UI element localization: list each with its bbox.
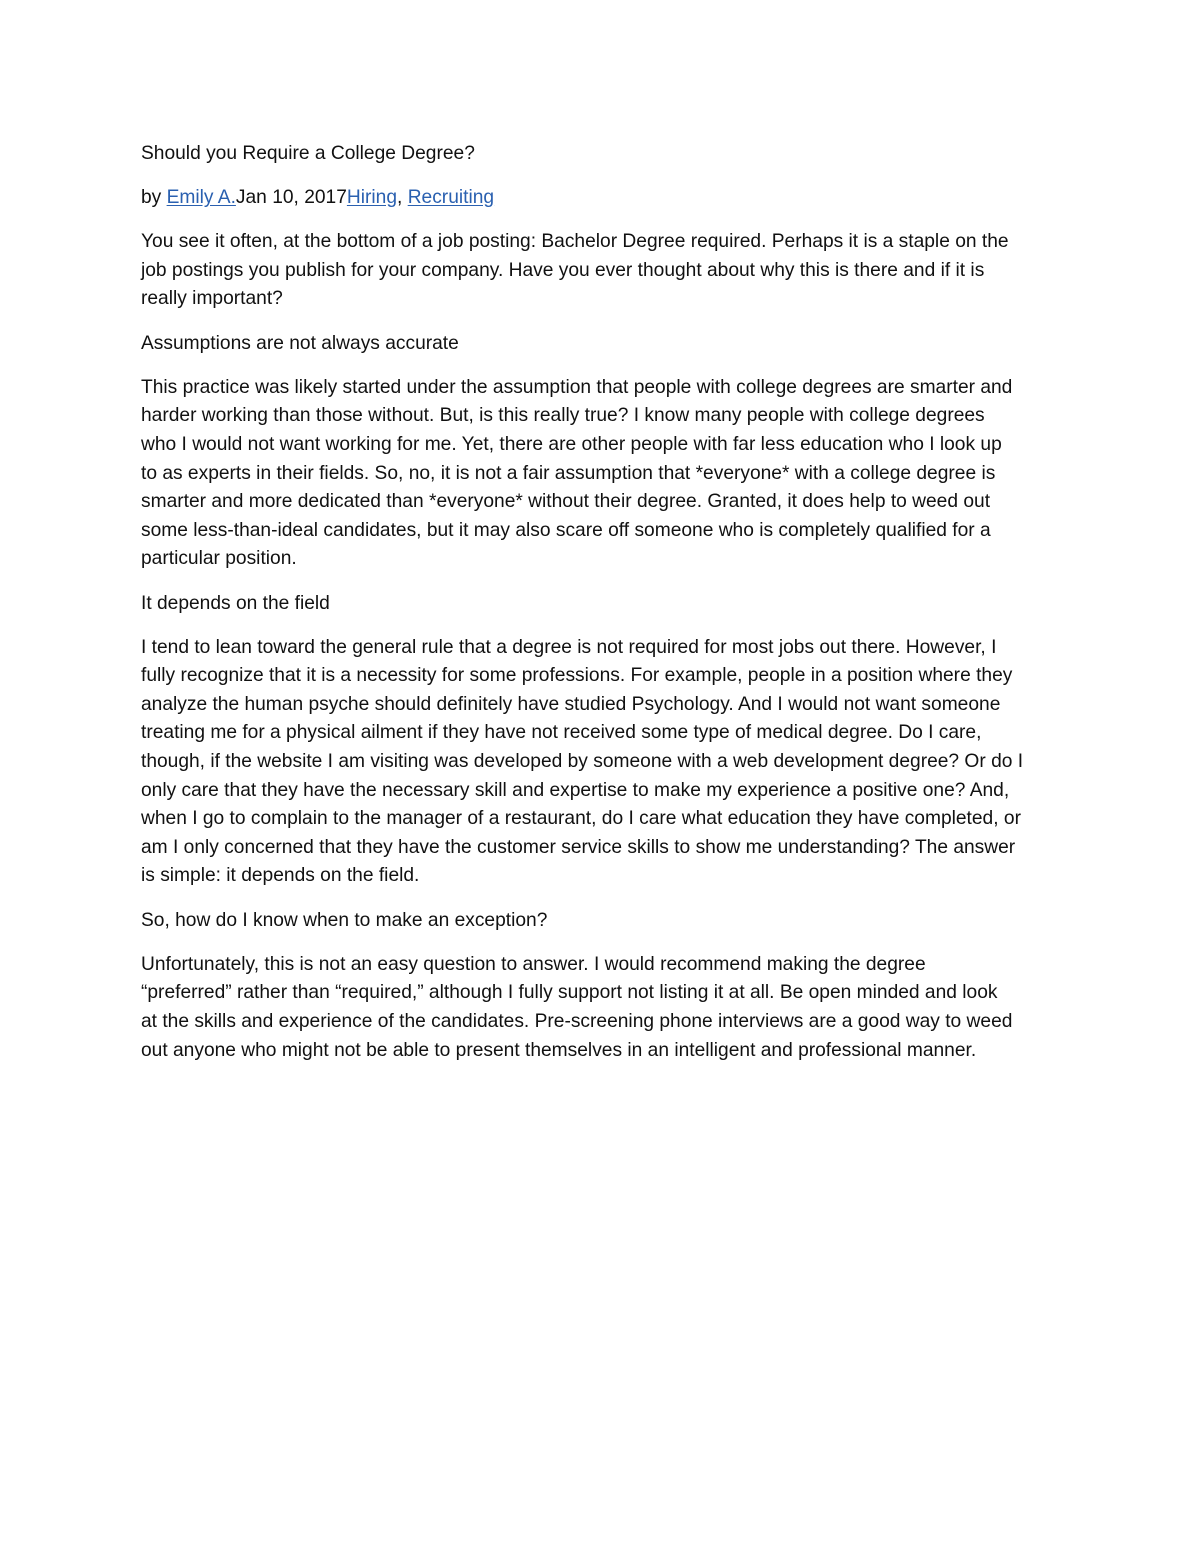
paragraph-line: really important? (141, 288, 283, 310)
paragraph-line: am I only concerned that they have the customer service skills to show me understanding? The answer (141, 836, 1016, 858)
paragraph-line: analyze the human psyche should definitely have studied Psychology. And I would not want someone (141, 693, 1001, 715)
paragraph-line: You see it often, at the bottom of a job posting: Bachelor Degree required. Perhaps it is a staple on the (141, 231, 1009, 253)
category-separator: , (397, 187, 408, 209)
author-link[interactable]: Emily A. (166, 187, 236, 209)
paragraph-line: harder working than those without. But, is this really true? I know many people with college degrees (141, 405, 985, 427)
byline (141, 184, 1066, 213)
section-heading-exception: So, how do I know when to make an exception? (141, 909, 548, 931)
paragraph-line: who I would not want working for me. Yet, there are other people with far less education who I look up (141, 433, 1002, 455)
paragraph-line: This practice was likely started under the assumption that people with college degrees are smarter and (141, 376, 1013, 398)
paragraph-line: though, if the website I am visiting was developed by someone with a web development degree? Or do I (141, 751, 1024, 773)
paragraph-line: treating me for a physical ailment if they have not received some type of medical degree. Do I care, (141, 722, 982, 744)
paragraph-line: smarter and more dedicated than *everyone* without their degree. Granted, it does help to weed out (141, 491, 991, 513)
document-page (141, 140, 1066, 1081)
assumptions-paragraph (141, 374, 1066, 574)
category-link-hiring[interactable]: Hiring (346, 187, 398, 209)
category-link-recruiting[interactable]: Recruiting (407, 187, 495, 209)
paragraph-line: “preferred” rather than “required,” although I fully support not listing it at all. Be open minded and look (141, 982, 998, 1004)
paragraph-line: only care that they have the necessary skill and expertise to make my experience a positive one? And, (141, 779, 1010, 801)
paragraph-line: at the skills and experience of the candidates. Pre-screening phone interviews are a good way to weed (141, 1011, 1013, 1032)
paragraph-line: fully recognize that it is a necessity for some professions. For example, people in a position where they (141, 665, 1013, 687)
post-date: Jan 10, 2017 (235, 187, 347, 209)
paragraph-line: job postings you publish for your company. Have you ever thought about why this is there and if it is (141, 259, 985, 281)
paragraph-line: is simple: it depends on the field. (141, 865, 420, 887)
article-title: Should you Require a College Degree? (141, 143, 475, 164)
section-heading-field: It depends on the field (141, 592, 330, 614)
paragraph-line: to as experts in their fields. So, no, it is not a fair assumption that *everyone* with a college degree is (141, 462, 996, 484)
paragraph-line: when I go to complain to the manager of a restaurant, do I care what education they have completed, or (141, 808, 1021, 830)
field-paragraph (141, 634, 1066, 891)
intro-paragraph (141, 228, 1066, 314)
paragraph-line: I tend to lean toward the general rule that a degree is not required for most jobs out there. However, I (141, 636, 997, 658)
paragraph-line: particular position. (141, 548, 297, 570)
byline-prefix: by (141, 187, 167, 209)
section-heading-assumptions: Assumptions are not always accurate (141, 332, 459, 354)
exception-paragraph (141, 951, 1066, 1065)
paragraph-line: Unfortunately, this is not an easy question to answer. I would recommend making the degree (141, 953, 926, 975)
paragraph-line: some less-than-ideal candidates, but it may also scare off someone who is completely qualified for a (141, 519, 991, 541)
paragraph-line: out anyone who might not be able to present themselves in an intelligent and professional manner. (141, 1039, 977, 1061)
